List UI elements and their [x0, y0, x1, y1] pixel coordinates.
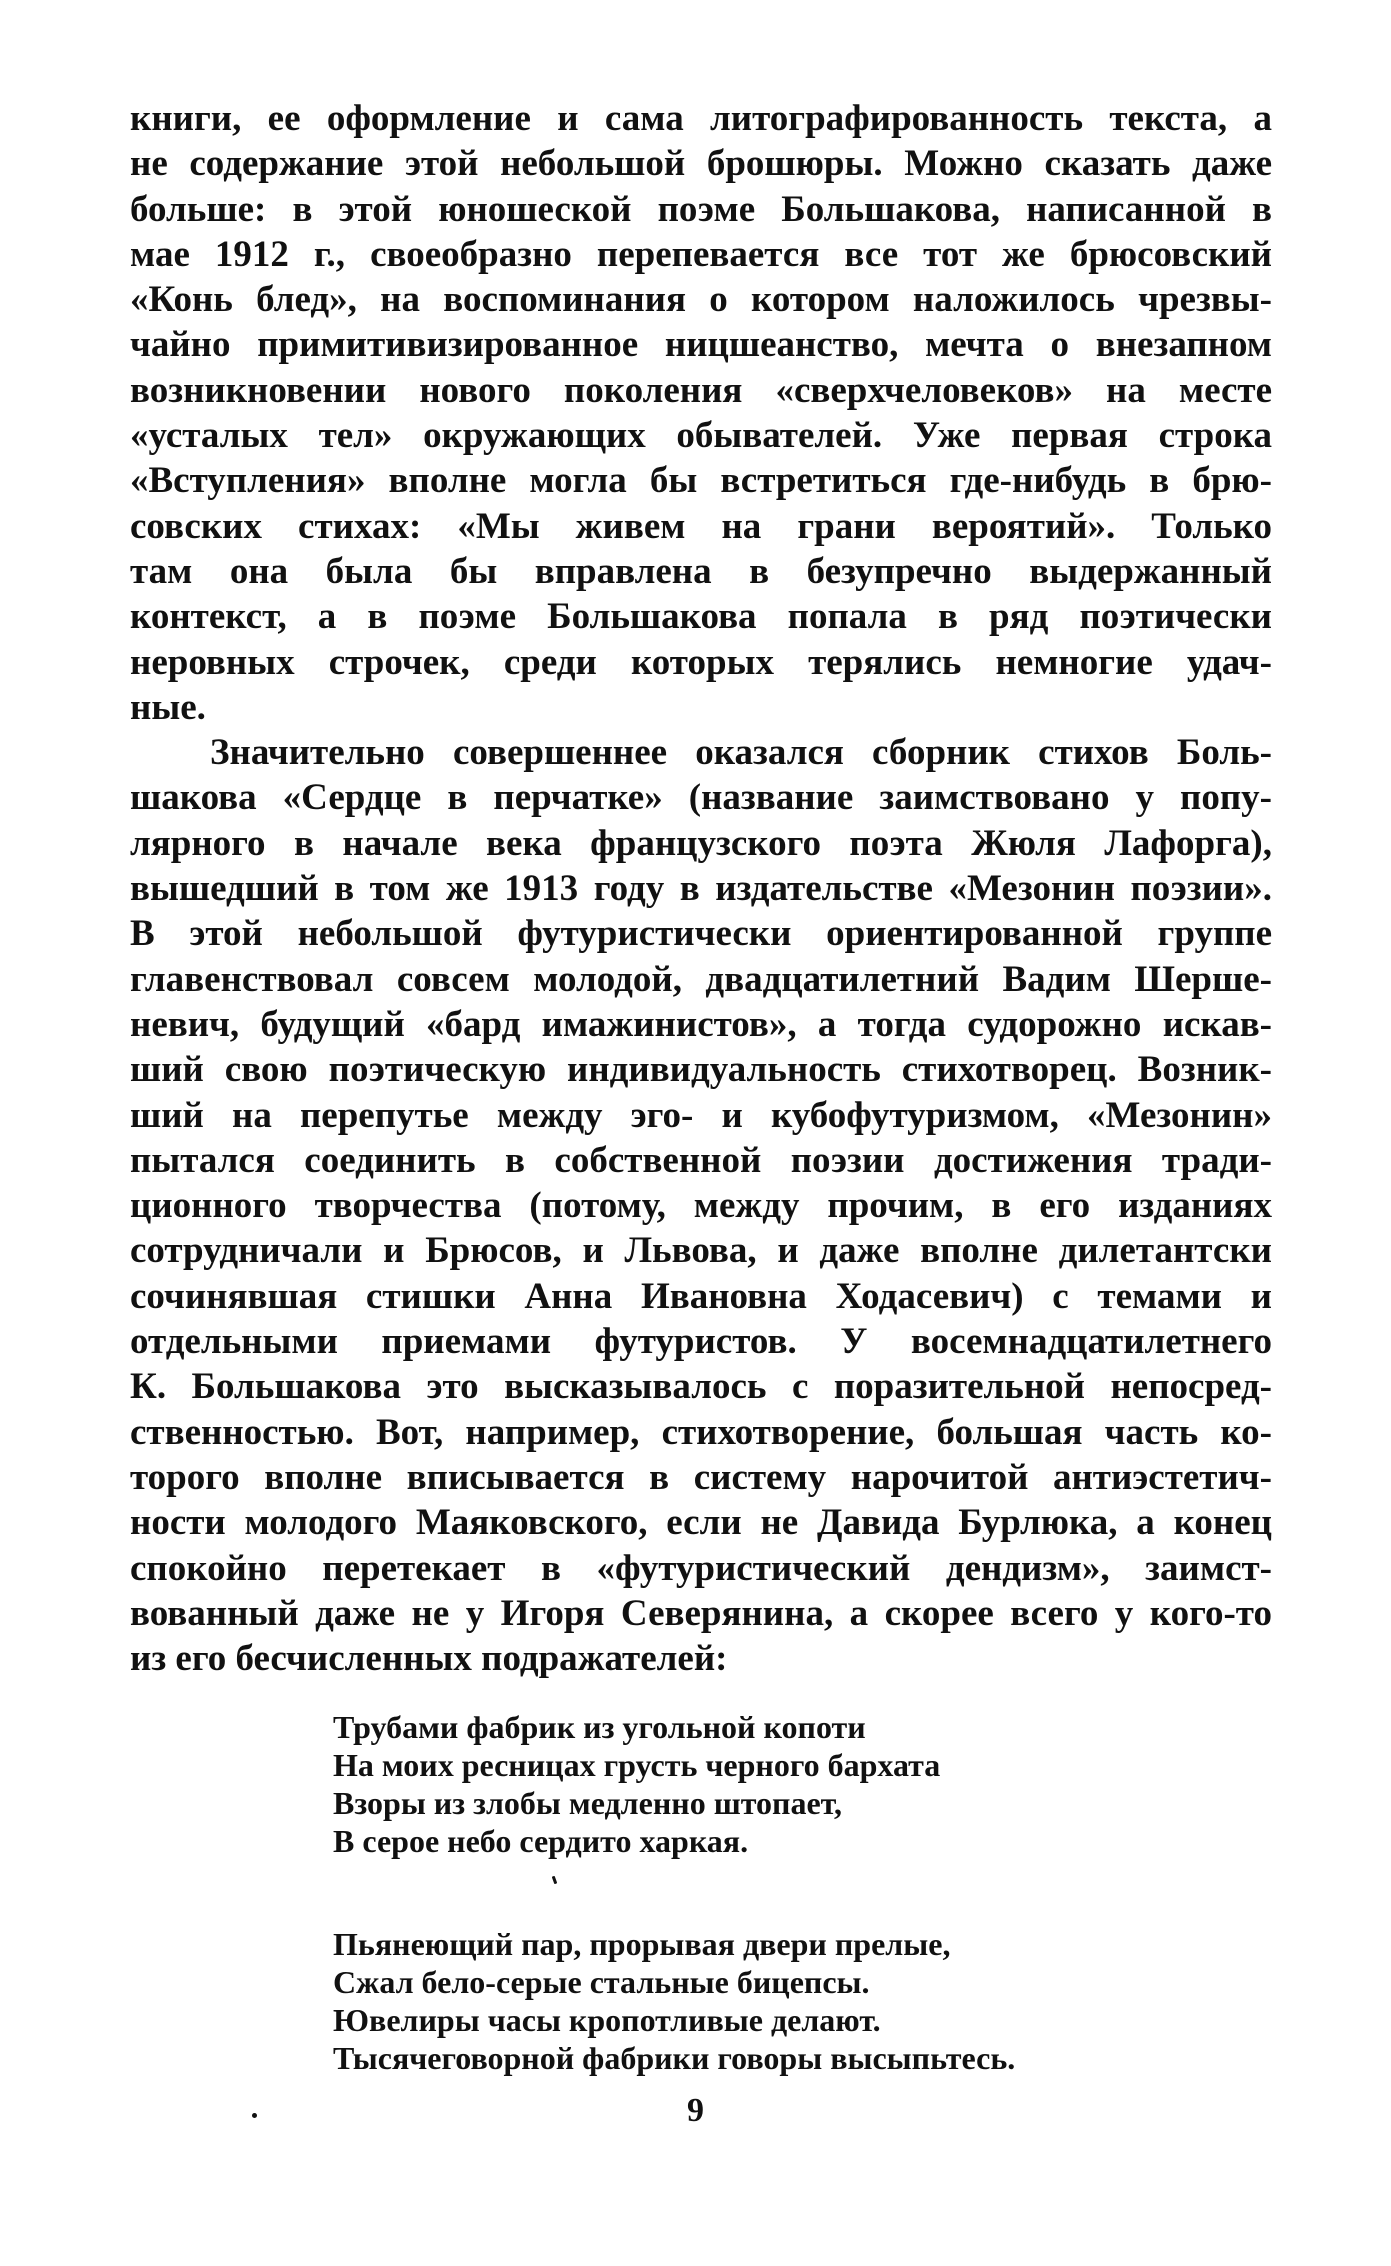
poem-line: Тысячеговорной фабрики говоры высыпьтесь.	[333, 2040, 1016, 2076]
text-line: книги, ее оформление и сама литографированность текста, а	[130, 98, 1272, 139]
poem-line: Сжал бело-серые стальные бицепсы.	[333, 1964, 870, 2000]
poem-line: Пьянеющий пар, прорывая двери прелые,	[333, 1926, 951, 1962]
text-line: «усталых тел» окружающих обывателей. Уже первая строка	[130, 415, 1272, 457]
text-line: не содержание этой небольшой брошюры. Можно сказать даже	[130, 143, 1272, 185]
text-line: ционного творчества (потому, между прочим, в его изданиях	[130, 1185, 1272, 1227]
text-line: ные.	[130, 686, 206, 728]
text-line: контекст, а в поэме Большакова попала в ряд поэтически	[130, 596, 1272, 638]
text-line: мае 1912 г., своеобразно перепевается все тот же брюсовский	[130, 233, 1272, 275]
text-line: В этой небольшой футуристически ориентированной группе	[130, 913, 1272, 955]
text-line: главенствовал совсем молодой, двадцатилетний Вадим Шерше-	[130, 958, 1272, 1000]
text-line: пытался соединить в собственной поэзии достижения тради-	[130, 1139, 1272, 1181]
text-line: «Вступления» вполне могла бы встретиться где-нибудь в брю-	[130, 460, 1272, 502]
poem-stanza-1	[333, 1708, 1093, 1860]
text-line: шакова «Сердце в перчатке» (название заимствовано у попу-	[130, 777, 1272, 819]
poem-line: Трубами фабрик из угольной копоти	[333, 1709, 866, 1745]
text-line: спокойно перетекает в «футуристический дендизм», заимст-	[130, 1547, 1272, 1589]
text-line: там она была бы вправлена в безупречно выдержанный	[130, 550, 1272, 592]
poem-line: На моих ресницах грусть черного бархата	[333, 1747, 941, 1783]
text-line: вованный даже не у Игоря Северянина, а скорее всего у кого-то	[130, 1592, 1272, 1634]
text-line: ственностью. Вот, например, стихотворение, большая часть ко-	[130, 1411, 1272, 1453]
text-line: Значительно совершеннее оказался сборник стихов Боль-	[210, 732, 1272, 774]
text-line: ности молодого Маяковского, если не Давида Бурлюка, а конец	[130, 1502, 1272, 1544]
text-line: больше: в этой юношеской поэме Большакова, написанной в	[130, 188, 1272, 230]
scan-speck	[552, 1876, 558, 1885]
poem-line: В серое небо сердито харкая.	[333, 1823, 749, 1859]
poem-line: Взоры из злобы медленно штопает,	[333, 1785, 842, 1821]
text-line: торого вполне вписывается в систему нарочитой антиэстетич-	[130, 1456, 1272, 1498]
paragraph-1	[130, 96, 1272, 730]
text-line: из его бесчисленных подражателей:	[130, 1638, 728, 1680]
body-text	[130, 96, 1272, 1681]
text-line: возникновении нового поколения «сверхчеловеков» на месте	[130, 369, 1272, 411]
text-line: ший свою поэтическую индивидуальность стихотворец. Возник-	[130, 1049, 1272, 1091]
text-line: чайно примитивизированное ницшеанство, мечта о внезапном	[130, 324, 1272, 366]
text-line: лярного в начале века французского поэта Жюля Лафорга),	[130, 822, 1272, 864]
text-line: «Конь блед», на воспоминания о котором наложилось чрезвы-	[130, 279, 1272, 321]
text-line: неровных строчек, среди которых терялись немногие удач-	[130, 641, 1272, 683]
text-line: вышедший в том же 1913 году в издательстве «Мезонин поэзии».	[130, 868, 1272, 910]
text-line: К. Большакова это высказывалось с поразительной непосред-	[130, 1366, 1272, 1408]
text-line: совских стихах: «Мы живем на грани вероятий». Только	[130, 505, 1272, 547]
text-line: сотрудничали и Брюсов, и Львова, и даже вполне дилетантски	[130, 1230, 1272, 1272]
page-number: 9	[687, 2092, 704, 2129]
poem-stanza-2	[333, 1925, 1093, 2077]
poem-line: Ювелиры часы кропотливые делают.	[333, 2002, 881, 2038]
text-line: сочинявшая стишки Анна Ивановна Ходасевич) с темами и	[130, 1275, 1272, 1317]
text-line: ший на перепутье между эго- и кубофутуризмом, «Мезонин»	[130, 1094, 1272, 1136]
paragraph-2	[130, 730, 1272, 1681]
text-line: отдельными приемами футуристов. У восемнадцатилетнего	[130, 1321, 1272, 1363]
text-line: невич, будущий «бард имажинистов», а тогда судорожно искав-	[130, 1003, 1272, 1045]
